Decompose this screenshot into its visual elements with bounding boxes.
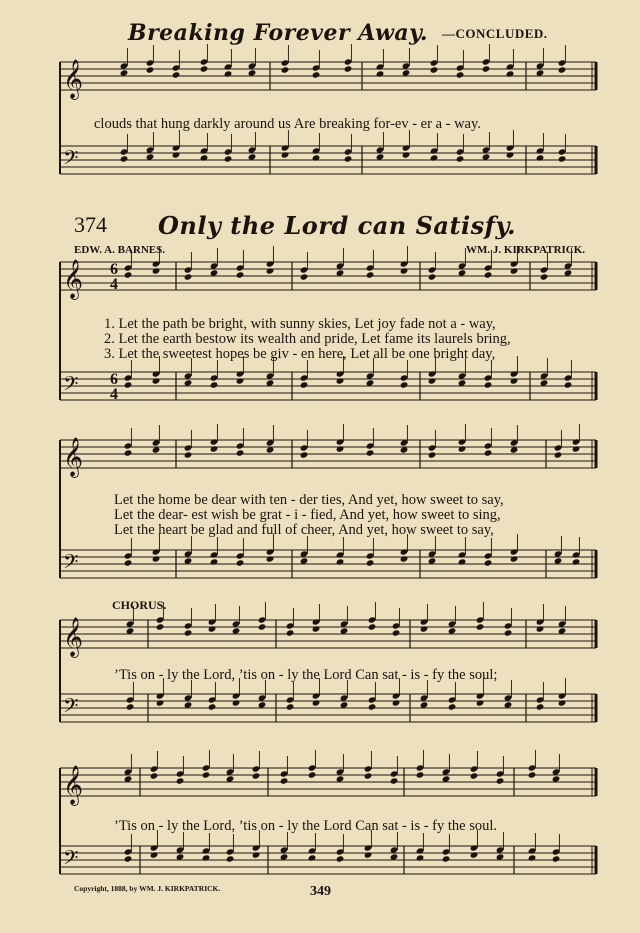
note-head	[482, 65, 491, 72]
note-head	[510, 267, 519, 274]
lyric-stanza-1-line-2: Let the home be dear with ten - der ties, And yet, how sweet to say,	[114, 492, 504, 508]
note-head	[430, 154, 439, 161]
note-head	[300, 381, 309, 388]
note-head	[392, 629, 401, 636]
note-head	[504, 629, 513, 636]
note-head	[300, 273, 309, 280]
note-head	[416, 771, 425, 778]
note-head	[236, 377, 245, 384]
note-head	[458, 558, 467, 565]
time-signature: 4	[110, 276, 118, 293]
note-head	[552, 855, 561, 862]
lyric-line-top: clouds that hung darkly around us Are breaking for-ev - er a - way.	[94, 116, 481, 132]
note-head	[366, 271, 375, 278]
note-head	[456, 71, 465, 78]
note-head	[286, 703, 295, 710]
note-head	[456, 155, 465, 162]
concluded-label: —CONCLUDED.	[442, 26, 548, 41]
note-head	[308, 771, 317, 778]
note-head	[368, 623, 377, 630]
note-head	[124, 559, 133, 566]
note-head	[150, 772, 159, 779]
note-head	[224, 155, 233, 162]
note-head	[400, 381, 409, 388]
note-head	[200, 65, 209, 72]
bass-clef-icon: 𝄢	[63, 146, 79, 174]
note-head	[236, 559, 245, 566]
note-head	[510, 377, 519, 384]
note-head	[300, 451, 309, 458]
note-head	[172, 151, 181, 158]
note-head	[400, 555, 409, 562]
note-head	[484, 449, 493, 456]
note-head	[448, 703, 457, 710]
note-head	[528, 854, 537, 861]
note-head	[344, 155, 353, 162]
note-head	[312, 71, 321, 78]
note-head	[458, 445, 467, 452]
note-head	[536, 154, 545, 161]
note-head	[152, 267, 161, 274]
note-head	[536, 703, 545, 710]
note-head	[210, 381, 219, 388]
note-head	[312, 154, 321, 161]
bass-clef-icon: 𝄢	[63, 846, 79, 874]
note-head	[172, 71, 181, 78]
note-head	[364, 772, 373, 779]
note-head	[336, 377, 345, 384]
note-head	[184, 451, 193, 458]
treble-clef-icon: 𝄞	[63, 437, 84, 477]
note-head	[124, 855, 133, 862]
note-head	[496, 777, 505, 784]
note-head	[152, 377, 161, 384]
note-head	[558, 699, 567, 706]
treble-clef-icon: 𝄞	[63, 59, 84, 99]
note-head	[124, 449, 133, 456]
note-head	[184, 273, 193, 280]
note-head	[156, 699, 165, 706]
note-head	[210, 445, 219, 452]
note-head	[146, 66, 155, 73]
note-head	[368, 703, 377, 710]
author-credit: EDW. A. BARNES.	[74, 244, 165, 256]
note-head	[558, 66, 567, 73]
note-head	[564, 381, 573, 388]
lyric-stanza-2-line-2: Let the dear- est wish be grat - i - fied, And yet, how sweet to sing,	[114, 507, 501, 523]
copyright-notice: Copyright, 1888, by WM. J. KIRKPATRICK.	[74, 884, 221, 893]
lyric-stanza-2-line-1: 2. Let the earth bestow its wealth and pride, Let fame its laurels bring,	[104, 331, 511, 347]
note-head	[208, 703, 217, 710]
note-head	[476, 699, 485, 706]
note-head	[572, 445, 581, 452]
composer-credit: WM. J. KIRKPATRICK.	[466, 244, 586, 256]
note-head	[400, 267, 409, 274]
note-head	[428, 273, 437, 280]
note-head	[402, 151, 411, 158]
bass-clef-icon: 𝄢	[63, 372, 79, 400]
note-head	[572, 558, 581, 565]
hymn-number: 374	[74, 212, 107, 237]
note-head	[312, 699, 321, 706]
hymn-title: Only the Lord can Satisfy.	[158, 211, 517, 240]
note-head	[364, 851, 373, 858]
note-head	[366, 449, 375, 456]
note-head	[210, 558, 219, 565]
treble-clef-icon: 𝄞	[63, 259, 84, 299]
chorus-lyric-1: ’Tis on - ly the Lord, ’tis on - ly the Lord Can sat - is - fy the soul;	[114, 667, 498, 683]
note-head	[540, 273, 549, 280]
note-head	[366, 559, 375, 566]
lyric-stanza-1-line-1: 1. Let the path be bright, with sunny skies, Let joy fade not a - way,	[104, 316, 496, 332]
note-head	[506, 70, 515, 77]
note-head	[281, 66, 290, 73]
note-head	[484, 559, 493, 566]
note-head	[208, 625, 217, 632]
note-head	[152, 555, 161, 562]
note-head	[286, 629, 295, 636]
lyric-stanza-3-line-1: 3. Let the sweetest hopes be giv - en here, Let all be one bright day,	[104, 346, 496, 362]
page-number: 349	[310, 884, 331, 899]
note-head	[558, 155, 567, 162]
note-head	[420, 625, 429, 632]
note-head	[124, 271, 133, 278]
note-head	[506, 151, 515, 158]
time-signature: 6	[110, 261, 118, 278]
time-signature: 6	[110, 371, 118, 388]
note-head	[258, 623, 267, 630]
note-head	[376, 70, 385, 77]
note-head	[252, 772, 261, 779]
note-head	[336, 445, 345, 452]
note-head	[336, 855, 345, 862]
treble-clef-icon: 𝄞	[63, 617, 84, 657]
note-head	[200, 154, 209, 161]
time-signature: 4	[110, 386, 118, 403]
note-head	[232, 699, 241, 706]
note-head	[344, 65, 353, 72]
note-head	[184, 629, 193, 636]
note-head	[176, 777, 185, 784]
bass-clef-icon: 𝄢	[63, 550, 79, 578]
note-head	[124, 381, 133, 388]
note-head	[416, 854, 425, 861]
note-head	[224, 70, 233, 77]
note-head	[202, 854, 211, 861]
note-head	[236, 271, 245, 278]
note-head	[484, 271, 493, 278]
note-head	[120, 155, 129, 162]
treble-clef-icon: 𝄞	[63, 765, 84, 805]
chorus-label: CHORUS.	[112, 598, 167, 612]
note-head	[428, 451, 437, 458]
note-head	[510, 555, 519, 562]
note-head	[554, 451, 563, 458]
concluded-hymn-title: Breaking Forever Away.	[128, 20, 429, 46]
note-head	[392, 699, 401, 706]
note-head	[470, 851, 479, 858]
note-head	[281, 151, 290, 158]
chorus-lyric-2: ’Tis on - ly the Lord, ’tis on - ly the Lord Can sat - is - fy the soul.	[114, 818, 498, 834]
note-head	[528, 771, 537, 778]
note-head	[202, 771, 211, 778]
note-head	[156, 623, 165, 630]
note-head	[226, 855, 235, 862]
note-head	[150, 851, 159, 858]
note-head	[470, 772, 479, 779]
note-head	[428, 377, 437, 384]
note-head	[236, 449, 245, 456]
note-head	[476, 623, 485, 630]
note-head	[266, 555, 275, 562]
note-head	[266, 267, 275, 274]
note-head	[484, 381, 493, 388]
note-head	[430, 66, 439, 73]
note-head	[536, 625, 545, 632]
note-head	[442, 855, 451, 862]
lyric-stanza-3-line-2: Let the heart be glad and full of cheer, And yet, how sweet to say,	[114, 522, 494, 538]
note-head	[126, 703, 135, 710]
note-head	[336, 558, 345, 565]
note-head	[308, 854, 317, 861]
note-head	[280, 777, 289, 784]
bass-clef-icon: 𝄢	[63, 694, 79, 722]
note-head	[390, 777, 399, 784]
note-head	[252, 851, 261, 858]
note-head	[312, 625, 321, 632]
